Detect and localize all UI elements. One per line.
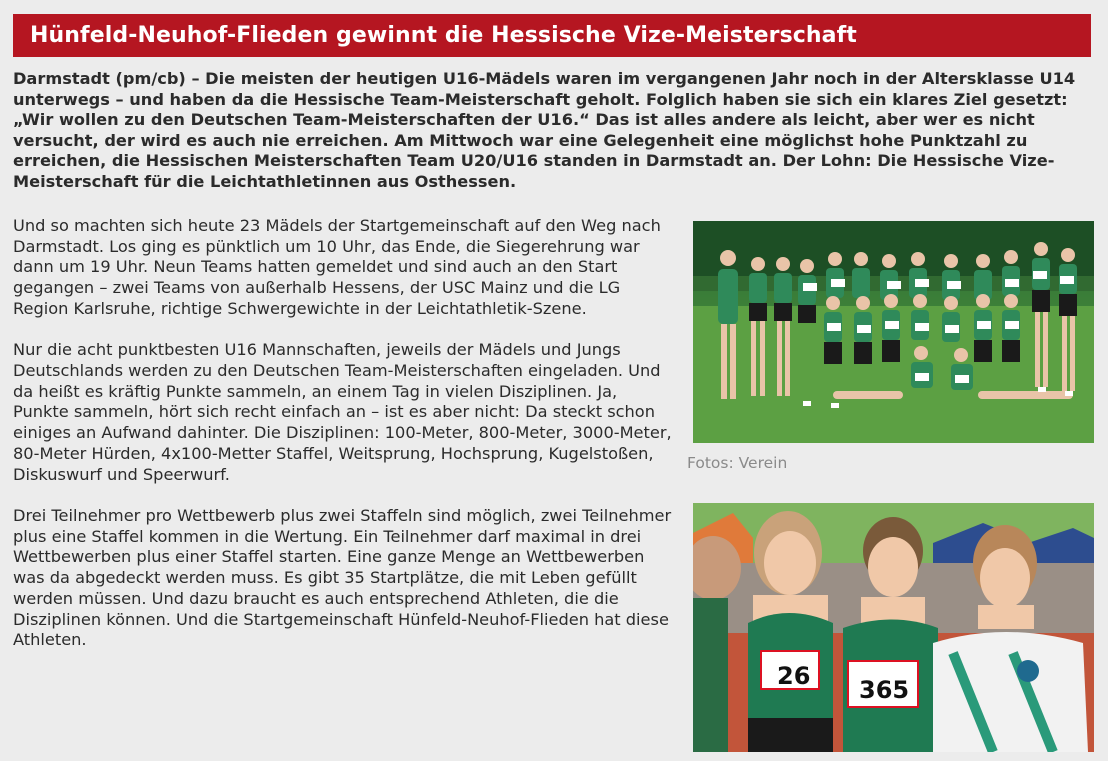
team-photo-illustration [693,221,1094,443]
athletes-closeup-photo[interactable] [693,503,1094,752]
article-lead [13,69,1093,193]
bib-number-365: 365 [859,676,910,704]
article-body [13,216,673,672]
article-title: Hünfeld-Neuhof-Flieden gewinnt die Hessische Vize-Meisterschaft [30,23,857,48]
lead-paragraph: Darmstadt (pm/cb) – Die meisten der heutigen U16-Mädels waren im vergangenen Jahr noch in der Altersklasse U14 unterwegs – und haben da die Hessische Team-Meisterschaft geholt. Folglich haben sie sich ein klares Ziel gesetzt: „Wir wollen zu den Deutschen Team-Meisterschaften der U16.“ Das ist alles andere als leicht, aber wer es nicht versucht, der wird es auch nie erreichen. Am Mittwoch war eine Gelegenheit eine möglichst hohe Punktzahl zu erreichen, die Hessischen Meisterschaften Team U20/U16 standen in Darmstadt an. Der Lohn: Die Hessische Vize-Meisterschaft für die Leichtathletinnen aus Osthessen. [13,69,1076,191]
body-paragraph-3: Drei Teilnehmer pro Wettbewerb plus zwei Staffeln sind möglich, zwei Teilnehmer plus eine Staffel kommen in die Wertung. Ein Teilnehmer darf maximal in drei Wettbewerben plus einer Staffel starten. Eine ganze Menge an Wettbewerben was da abgedeckt werden muss. Es gibt 35 Startplätze, die mit Leben gefüllt werden müssen. Und dazu braucht es auch entsprechend Athleten, die die Disziplinen können. Und die Startgemeinschaft Hünfeld-Neuhof-Flieden hat diese Athleten. [13,506,672,650]
athletes-photo-illustration [693,503,1094,752]
body-paragraph-1: Und so machten sich heute 23 Mädels der Startgemeinschaft auf den Weg nach Darmstadt. Los ging es pünktlich um 10 Uhr, das Ende, die Siegerehrung war dann um 19 Uhr. Neun Teams hatten gemeldet und sind auch an den Start gegangen – zwei Teams von außerhalb Hessens, der USC Mainz und die LG Region Karlsruhe, richtige Schwergewichte in der Leichtathletik-Szene. [13,216,661,318]
body-paragraph-2: Nur die acht punktbesten U16 Mannschaften, jeweils der Mädels und Jungs Deutschlands werden zu den Deutschen Team-Meisterschaften eingeladen. Und da heißt es kräftig Punkte sammeln, an einem Tag in vielen Disziplinen. Ja, Punkte sammeln, hört sich recht einfach an – ist es aber nicht: Da steckt schon einiges an Aufwand dahinter. Die Disziplinen: 100-Meter, 800-Meter, 3000-Meter, 80-Meter Hürden, 4x100-Metter Staffel, Weitsprung, Hochsprung, Kugelstoßen, Diskuswurf und Speerwurf. [13,340,672,484]
team-group-photo[interactable] [693,221,1094,443]
bib-number-26: 26 [777,662,811,690]
photo-caption: Fotos: Verein [687,454,788,472]
article-title-bar [13,14,1091,57]
